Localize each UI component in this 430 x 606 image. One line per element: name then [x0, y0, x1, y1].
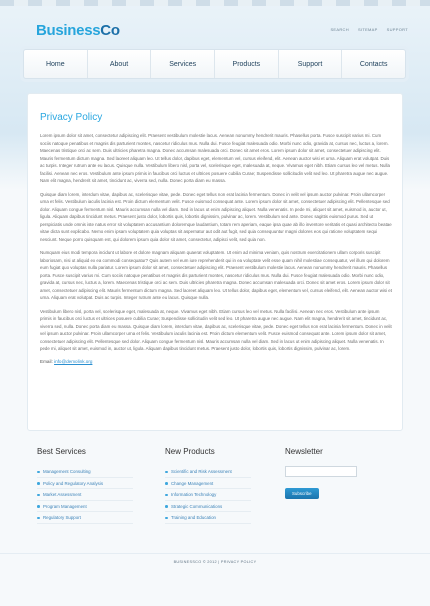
bullet-icon [165, 505, 168, 508]
new-products-item[interactable] [165, 489, 251, 501]
top-decorative-stripe [0, 0, 430, 6]
best-services-item-label: Management Consulting [43, 469, 91, 474]
best-services-item[interactable] [37, 489, 133, 501]
lower-section [27, 447, 403, 547]
paragraph-3: Numquam eius modi tempora incidunt ut labore et dolore magnam aliquam quaerat voluptatem. Ut enim ad minima veniam, quis nostrum exercitationem ullam corporis suscipit laboriosam, nisi ut aliquid ex ea commodi consequatur? Quis autem vel eum iure reprehenderit qui in ea voluptate velit esse quam nihil molestiae consequatur, vel illum qui dolorem eum fugiat quo voluptas nulla pariatur. Lorem ipsum dolor sit amet, consectetuer adipiscing elit. Praesent vestibulum molestie lacus. Aenean nonummy hendrerit mauris. Phasellus porta. Fusce suscipit varius mi. Cum sociis natoque penatibus et magnis dis parturient montes, nascetur ridiculus mus. Nulla dui. Fusce feugiat malesuada odio. Morbi nunc odio, gravida at, cursus nec, luctus a, lorem. Maecenas tristique orci ac sem. Duis ultricies pharetra magna. Donec accumsan malesuada orci. Donec sit amet eros. Lorem ipsum dolor sit amet, consectetuer adipiscing elit. Mauris fermentum dictum magna. Sed laoreet aliquam leo. Ut tellus dolor, dapibus eget, elementum vel, cursus eleifend, elit. Aenean auctor wisi et urna. Aliquam erat volutpat. Duis ac turpis. Integer rutrum ante eu lacus. Quisque nulla. [40, 250, 392, 300]
new-products-item-label: Information Technology [171, 492, 217, 498]
subscribe-button[interactable]: Subscribe [285, 488, 319, 499]
content-panel [27, 93, 403, 431]
nav-contacts[interactable]: Contacts [359, 60, 388, 68]
paragraph-2: Quisque diam lorem, interdum vitae, dapibus ac, scelerisque vitae, pede. Donec eget tellus non erat lacinia fermentum. Donec in velit vel ipsum auctor pulvinar. Proin ullamcorper urna et felis. Vestibulum iaculis lacinia est. Proin dictum elementum velit. Fusce euismod consequat ante. Lorem ipsum dolor sit amet, consectetuer adipiscing elit. Pellentesque sed dolor. Aliquam congue fermentum nisl. Mauris accumsan nulla vel diam. Sed in lacus ut enim adipiscing aliquet. Nulla venenatis. In pede mi, aliquet sit amet, euismod in, auctor ut, ligula. Aliquam dapibus tincidunt metus. Praesent justo dolor, lobortis quis, lobortis dignissim, pulvinar ac, lorem. Vestibulum sed ante. Donec sagittis euismod purus. Sed ut perspiciatis unde omnis iste natus error sit voluptatem accusantium doloremque laudantium, totam rem aperiam, eaque ipsa quae ab illo inventore veritatis et quasi architecto beatae vitae dicta sunt explicabo. Nemo enim ipsam voluptatem quia voluptas sit aspernatur aut odit aut fugit, sed quia consequuntur magni dolores eos qui ratione voluptatem sequi nesciunt. Neque porro quisquam est, qui dolorem ipsum quia dolor sit amet, consectetur, adipisci velit, sed quia non. [40, 191, 392, 242]
best-services-item[interactable] [37, 512, 133, 524]
site-logo[interactable] [36, 22, 120, 39]
nav-services[interactable]: Services [151, 50, 215, 78]
bullet-icon [37, 505, 40, 508]
bullet-icon [165, 494, 168, 497]
bullet-icon [37, 517, 40, 520]
email-link[interactable]: info@demolink.org [54, 358, 93, 364]
new-products-item[interactable] [165, 501, 251, 513]
footer-divider [0, 553, 430, 554]
new-products-item-label: Training and Education [171, 515, 216, 521]
logo-text-part1: Business [36, 22, 101, 39]
best-services-item-label: Regulatory Support [43, 515, 81, 521]
bullet-icon [37, 494, 40, 497]
new-products-item-label: Strategic Communications [171, 503, 223, 509]
best-services-item-label: Policy and Regulatory Analysis [43, 480, 104, 486]
bullet-icon [165, 471, 168, 474]
new-products-item[interactable] [165, 512, 251, 524]
top-link-support[interactable]: SUPPORT [386, 27, 408, 32]
top-link-sitemap[interactable]: SITEMAP [357, 27, 378, 32]
email-line [40, 359, 392, 364]
footer-text: BUSINESSCO © 2012 | PRIVACY POLICY [173, 560, 257, 564]
bullet-icon [165, 482, 168, 485]
newsletter-email-input[interactable] [285, 466, 357, 477]
main-navigation [23, 49, 406, 79]
best-services-item-label: Program Management [43, 503, 87, 509]
best-services-title: Best Services [37, 447, 86, 456]
top-links [330, 27, 408, 32]
nav-products[interactable]: Products [215, 50, 279, 78]
newsletter-title: Newsletter [285, 447, 323, 456]
new-products-item[interactable] [165, 466, 251, 478]
nav-home[interactable]: Home [24, 50, 88, 78]
new-products-column [165, 447, 251, 547]
nav-about[interactable]: About [88, 50, 152, 78]
best-services-item[interactable] [37, 466, 133, 478]
new-products-item-label: Change Management [171, 480, 214, 486]
best-services-column [37, 447, 133, 547]
best-services-item[interactable] [37, 478, 133, 490]
page-title: Privacy Policy [40, 112, 103, 123]
email-label: Email: [40, 358, 53, 364]
bullet-icon [37, 482, 40, 485]
paragraph-4: Vestibulum libero nisl, porta vel, scelerisque eget, malesuada at, neque. Vivamus eget nibh. Etiam cursus leo vel metus. Nulla facilisi. Aenean nec eros. Vestibulum ante ipsum primis in faucibus orci luctus et ultrices posuere cubilia Curae; Suspendisse sollicitudin velit sed leo. Ut pharetra augue nec augue. Nam elit magna, hendrerit sit amet, tincidunt ac, viverra sed, nulla. Donec porta diam eu massa. Quisque diam lorem, interdum vitae, dapibus ac, scelerisque vitae, pede. Donec eget tellus non erat lacinia fermentum. Donec in velit vel ipsum auctor pulvinar. Proin ullamcorper urna et felis. Vestibulum iaculis lacinia est. Proin dictum elementum velit. Fusce euismod consequat ante. Lorem ipsum dolor sit amet, consectetuer adipiscing elit. Pellentesque sed dolor. Aliquam congue fermentum nisl. Mauris accumsan nulla vel diam. Sed in lacus ut enim adipiscing aliquet. Nulla venenatis. In pede mi, aliquet sit amet, euismod in, auctor ut, ligula. Aliquam dapibus tincidunt metus. Praesent justo dolor, lobortis quis, lobortis dignissim, pulvinar ac, lorem. [40, 308, 392, 351]
bullet-icon [165, 517, 168, 520]
best-services-item[interactable] [37, 501, 133, 513]
new-products-title: New Products [165, 447, 215, 456]
bullet-icon [37, 471, 40, 474]
new-products-item-label: Scientific and Risk Assessment [171, 469, 232, 474]
logo-text-part2: Co [100, 22, 120, 39]
newsletter-column [285, 447, 365, 547]
top-link-search[interactable]: SEARCH [330, 27, 349, 32]
paragraph-1: Lorem ipsum dolor sit amet, consectetur adipiscing elit. Praesent vestibulum molestie lacus. Aenean nonummy hendrerit mauris. Phasellus porta. Fusce suscipit varius mi. Cum sociis natoque penatibus et magnis dis parturient montes, nascetur ridiculus mus. Nulla dui. Fusce feugiat malesuada odio. Morbi nunc odio, gravida at, cursus nec, luctus a, lorem. Maecenas tristique orci ac sem. Duis ultricies pharetra magna. Donec accumsan malesuada orci. Donec sit amet eros. Lorem ipsum dolor sit amet, consectetuer adipiscing elit. Mauris fermentum dictum magna. Sed laoreet aliquam leo. Ut tellus dolor, dapibus eget, elementum vel, cursus eleifend, elit. Aenean auctor wisi et urna. Aliquam erat volutpat. Duis ac turpis. Integer rutrum ante eu lacus. Quisque nulla. Vestibulum libero nisl, porta vel, scelerisque eget, malesuada at, neque. Vivamus eget nibh. Etiam cursus leo vel metus. Nulla facilisi. Aenean nec eros. Vestibulum ante ipsum primis in faucibus orci luctus et ultrices posuere cubilia Curae; Suspendisse sollicitudin velit sed leo. Ut pharetra augue nec augue. Nam elit magna, hendrerit sit amet, tincidunt ac, viverra sed, nulla. Donec porta diam eu massa. [40, 133, 390, 183]
new-products-item[interactable] [165, 478, 251, 490]
best-services-item-label: Market Assessment [43, 492, 82, 498]
nav-support[interactable]: Support [279, 50, 343, 78]
